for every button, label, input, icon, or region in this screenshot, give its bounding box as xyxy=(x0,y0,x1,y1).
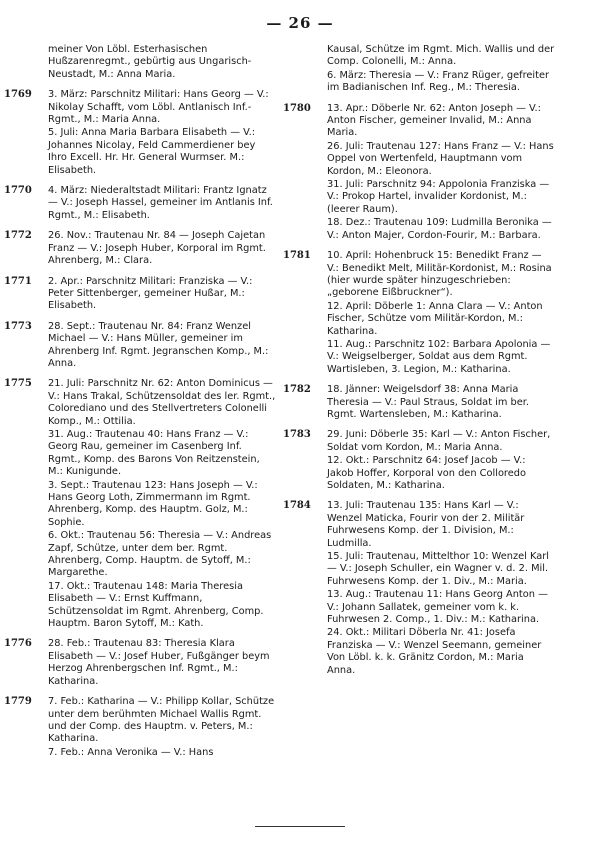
register-entry xyxy=(4,89,276,126)
entry-text: meiner Von Löbl. Esterhasischen Hußzarenregmt., gebürtig aus Ungarisch-Neustadt, M.: Anna Maria. xyxy=(48,44,252,80)
entry-text: 24. Okt.: Militari Döberla Nr. 41: Josefa Franziska — V.: Wenzel Seemann, gemeiner Von Löbl. k. k. Gränitz Cordon, M.: Maria Anna. xyxy=(327,627,542,676)
register-entry xyxy=(283,500,555,550)
register-entry xyxy=(283,102,555,140)
register-entry xyxy=(4,696,276,746)
entry-text: 13. Juli: Trautenau 135: Hans Karl — V.: Wenzel Maticka, Fourir von der 2. Militär Fuhrwesens Komp. der 1. Division, M.: Ludmilla. xyxy=(327,500,525,549)
entry-year: 1769 xyxy=(4,89,32,101)
entry-text: 4. März: Niederaltstadt Militari: Frantz Ignatz — V.: Joseph Hassel, gemeiner im Antlanis Inf. Rgmt., M.: Elisabeth. xyxy=(48,185,273,221)
register-entry xyxy=(305,339,555,376)
register-entry xyxy=(26,581,276,631)
register-entry xyxy=(305,44,555,69)
entry-text: 7. Feb.: Katharina — V.: Philipp Kollar, Schütze unter dem berühmten Michael Wallis Rgmt. und der Comp. des Hauptm. v. Peters, M.: Katharina. xyxy=(48,696,275,745)
entry-text: 15. Juli: Trautenau, Mittelthor 10: Wenzel Karl — V.: Joseph Schuller, ein Wagner v. d. 2. Mil. Fuhrwesens Komp. der 1. Div., M.: Maria. xyxy=(327,551,549,587)
register-entry xyxy=(305,551,555,588)
entry-text: 18. Dez.: Trautenau 109: Ludmilla Beronika — V.: Anton Majer, Cordon-Fourir, M.: Barbara. xyxy=(327,217,552,241)
register-entry xyxy=(305,141,555,178)
entry-text: 3. Sept.: Trautenau 123: Hans Joseph — V.: Hans Georg Loth, Zimmermann im Rgmt. Ahrenberg, Komp. des Hauptm. Golz, M.: Sophie. xyxy=(48,479,258,528)
entry-text: 6. März: Theresia — V.: Franz Rüger, gefreiter im Badianischen Inf. Reg., M.: Theresia. xyxy=(327,69,550,94)
entry-text: Kausal, Schütze im Rgmt. Mich. Wallis und der Comp. Colonelli, M.: Anna. xyxy=(327,44,555,68)
entry-text: 17. Okt.: Trautenau 148: Maria Theresia Elisabeth — V.: Ernst Kuffmann, Schützensoldat im Rgmt. Ahrenberg, Comp. Hauptm. Baron Sytoff, M.: Kath. xyxy=(48,580,264,630)
entry-year: 1780 xyxy=(283,102,311,114)
register-entry xyxy=(283,250,555,300)
register-entry xyxy=(305,455,555,492)
entry-text: 6. Okt.: Trautenau 56: Theresia — V.: Andreas Zapf, Schütze, unter dem ber. Rgmt. Ahrenberg, Comp. Hauptm. de Sytoff, M.: Margarethe. xyxy=(48,530,272,579)
entry-year: 1784 xyxy=(283,500,311,512)
entry-year: 1775 xyxy=(4,378,32,390)
entry-year: 1770 xyxy=(4,185,32,197)
register-entry xyxy=(4,378,276,428)
register-entry xyxy=(4,320,276,371)
entry-text: 26. Nov.: Trautenau Nr. 84 — Joseph Cajetan Franz — V.: Joseph Huber, Korporal im Rgmt. Ahrenberg, M.: Clara. xyxy=(48,230,266,267)
register-entry xyxy=(4,275,276,313)
entry-year: 1771 xyxy=(4,275,32,287)
entry-year: 1779 xyxy=(4,696,32,708)
entry-text: 10. April: Hohenbruck 15: Benedikt Franz — V.: Benedikt Melt, Militär-Kordonist, M.: Rosina (hier wurde später hinzugeschrieben: „geborene Eißbruckner“). xyxy=(327,250,552,299)
entry-text: 26. Juli: Trautenau 127: Hans Franz — V.: Hans Oppel von Wertenfeld, Hauptmann vom Kordon, M.: Eleonora. xyxy=(327,140,554,177)
entry-text: 28. Sept.: Trautenau Nr. 84: Franz Wenzel Michael — V.: Hans Müller, gemeiner im Ahrenberg Inf. Rgmt. Jegranschen Komp., M.: Anna. xyxy=(48,320,269,369)
register-entry xyxy=(283,429,555,454)
entry-year: 1776 xyxy=(4,638,32,650)
page-number: — 26 — xyxy=(266,14,334,32)
register-entry xyxy=(305,70,555,95)
register-entry xyxy=(26,429,276,479)
entry-text: 12. April: Döberle 1: Anna Clara — V.: Anton Fischer, Schütze vom Militär-Kordon, M.: Katharina. xyxy=(327,300,543,337)
left-column xyxy=(4,44,276,760)
entry-text: 13. Apr.: Döberle Nr. 62: Anton Joseph — V.: Anton Fischer, gemeiner Invalid, M.: Anna Maria. xyxy=(327,102,541,139)
register-entry xyxy=(26,530,276,580)
entry-text: 31. Juli: Parschnitz 94: Appolonia Franziska — V.: Prokop Hartel, invalider Kordonist, M.: (leerer Raum). xyxy=(327,179,550,215)
register-entry xyxy=(305,301,555,338)
register-entry xyxy=(305,217,555,242)
bottom-divider xyxy=(255,826,345,827)
register-entry xyxy=(4,638,276,688)
entry-year: 1782 xyxy=(283,384,311,396)
entry-year: 1773 xyxy=(4,320,32,332)
entry-text: 21. Juli: Parschnitz Nr. 62: Anton Dominicus — V.: Hans Trakal, Schützensoldat des ler. Rgmt., Colorediano und des Stellvertreters Colonelli Komp., M.: Ottilia. xyxy=(48,378,276,427)
right-column xyxy=(283,44,555,678)
entry-text: 18. Jänner: Weigelsdorf 38: Anna Maria Theresia — V.: Paul Straus, Soldat im ber. Rgmt. Wartensleben, M.: Katharina. xyxy=(327,384,530,420)
entry-text: 12. Okt.: Parschnitz 64: Josef Jacob — V.: Jakob Hoffer, Korporal von den Colloredo Soldaten, M.: Katharina. xyxy=(327,455,526,491)
entry-text: 29. Juni: Döberle 35: Karl — V.: Anton Fischer, Soldat vom Kordon, M.: Maria Anna. xyxy=(327,429,551,453)
entry-text: 31. Aug.: Trautenau 40: Hans Franz — V.: Georg Rau, gemeiner im Casenberg Inf. Rgmt., Komp. des Barons Von Reitzenstein, M.: Kunigunde. xyxy=(48,428,260,478)
entry-year: 1772 xyxy=(4,230,32,242)
entry-text: 11. Aug.: Parschnitz 102: Barbara Apolonia — V.: Weigselberger, Soldat aus dem Rgmt. Wartisleben, 3. Legion, M.: Katharina. xyxy=(327,338,551,375)
entry-text: 13. Aug.: Trautenau 11: Hans Georg Anton — V.: Johann Sallatek, gemeiner vom k. k. Fuhrwesen 2. Comp., 1. Div.: M.: Katharina. xyxy=(327,589,548,626)
register-entry xyxy=(305,179,555,216)
register-entry xyxy=(26,127,276,177)
register-entry xyxy=(26,480,276,530)
register-entry xyxy=(283,384,555,421)
register-entry xyxy=(305,627,555,677)
register-entry xyxy=(26,44,276,81)
entry-text: 28. Feb.: Trautenau 83: Theresia Klara Elisabeth — V.: Josef Huber, Fußgänger beym Herzog Ahrenbergschen Inf. Rgmt., M.: Katharina. xyxy=(48,638,270,687)
entry-text: 7. Feb.: Anna Veronika — V.: Hans xyxy=(48,746,214,758)
entry-text: 2. Apr.: Parschnitz Militari: Franziska — V.: Peter Sittenberger, gemeiner Hußar, M.: Elisabeth. xyxy=(48,275,253,312)
entry-text: 3. März: Parschnitz Militari: Hans Georg — V.: Nikolay Schafft, vom Löbl. Antlanisch Inf.-Rgmt., M.: Maria Anna. xyxy=(48,89,269,126)
register-entry xyxy=(305,589,555,626)
entry-year: 1781 xyxy=(283,250,311,262)
register-entry xyxy=(26,747,276,759)
register-entry xyxy=(4,185,276,222)
register-entry xyxy=(4,230,276,267)
entry-text: 5. Juli: Anna Maria Barbara Elisabeth — V.: Johannes Nicolay, Feld Cammerdiener bey Ihro Excell. Hr. Hr. General Wurmser. M.: Elisabeth. xyxy=(48,127,256,176)
entry-year: 1783 xyxy=(283,429,311,441)
